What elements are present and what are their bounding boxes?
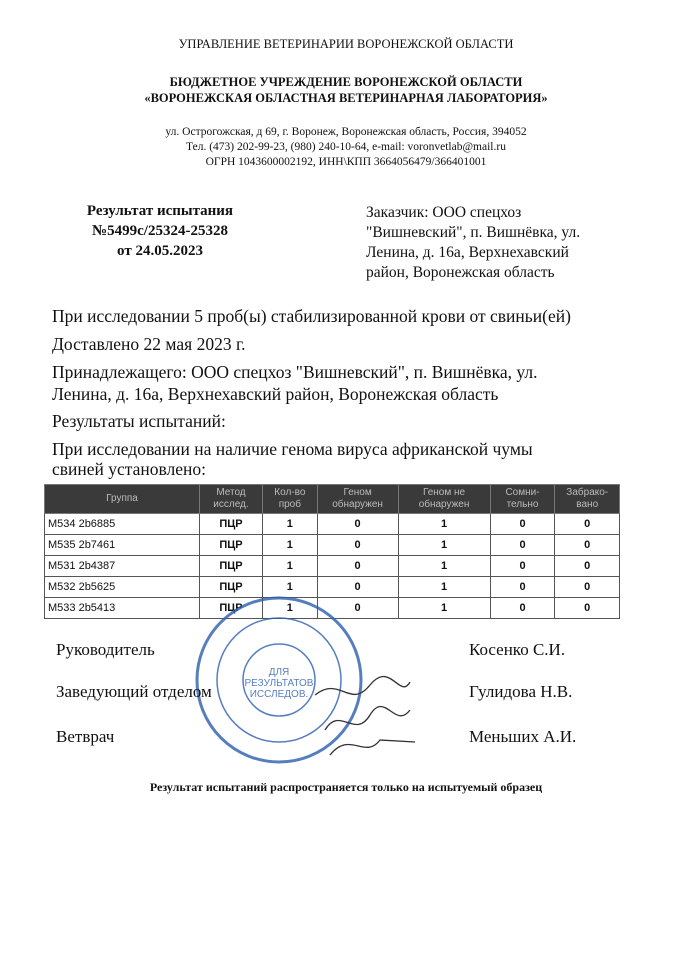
- body-line: Доставлено 22 мая 2023 г.: [52, 334, 246, 354]
- org-name-line1: БЮДЖЕТНОЕ УЧРЕЖДЕНИЕ ВОРОНЕЖСКОЙ ОБЛАСТИ: [169, 75, 523, 89]
- body-line: При исследовании на наличие генома вируса африканской чумы: [52, 439, 533, 459]
- column-header: Метод исслед.: [200, 485, 263, 514]
- table-cell: M534 2b6885: [45, 514, 200, 535]
- table-cell: ПЦР: [200, 556, 263, 577]
- table-cell: 1: [263, 577, 318, 598]
- table-cell: 0: [555, 598, 620, 619]
- result-date: от 24.05.2023: [117, 243, 203, 259]
- table-cell: 0: [555, 556, 620, 577]
- table-cell: 1: [398, 514, 490, 535]
- table-cell: 0: [317, 577, 398, 598]
- table-cell: ПЦР: [200, 514, 263, 535]
- table-cell: 1: [398, 556, 490, 577]
- body-line: Принадлежащего: ООО спецхоз "Вишневский", п. Вишнёвка, ул.: [52, 362, 538, 382]
- result-number: №5499с/25324-25328: [92, 223, 228, 239]
- customer-line: Заказчик: ООО спецхоз: [366, 204, 522, 221]
- body-line: Ленина, д. 16а, Верхнехавский район, Воронежская область: [52, 384, 499, 404]
- table-cell: 1: [398, 535, 490, 556]
- table-cell: ПЦР: [200, 577, 263, 598]
- handwritten-signatures: [310, 670, 420, 760]
- signature-role: Руководитель: [56, 640, 155, 659]
- column-header: Геном не обнаружен: [398, 485, 490, 514]
- table-cell: ПЦР: [200, 535, 263, 556]
- svg-text:ДЛЯ: ДЛЯ: [268, 667, 290, 678]
- table-cell: M533 2b5413: [45, 598, 200, 619]
- table-cell: 0: [490, 556, 555, 577]
- signature-role: Ветврач: [56, 727, 115, 746]
- table-cell: 0: [490, 535, 555, 556]
- table-cell: 1: [398, 598, 490, 619]
- authority-name: УПРАВЛЕНИЕ ВЕТЕРИНАРИИ ВОРОНЕЖСКОЙ ОБЛАСТИ: [178, 37, 514, 51]
- table-cell: ПЦР: [200, 598, 263, 619]
- table-cell: 0: [490, 598, 555, 619]
- table-cell: 1: [263, 556, 318, 577]
- column-header: Забрако-вано: [555, 485, 620, 514]
- body-line: свиней установлено:: [52, 459, 207, 479]
- column-header: Сомни-тельно: [490, 485, 555, 514]
- table-cell: 1: [263, 598, 318, 619]
- table-cell: 0: [317, 556, 398, 577]
- table-header-row: [45, 485, 620, 514]
- signature-name: Косенко С.И.: [469, 640, 566, 659]
- org-contacts: Тел. (473) 202-99-23, (980) 240-10-64, e-mail: voronvetlab@mail.ru: [186, 141, 506, 153]
- org-name-line2: «ВОРОНЕЖСКАЯ ОБЛАСТНАЯ ВЕТЕРИНАРНАЯ ЛАБОРАТОРИЯ»: [144, 91, 548, 105]
- customer-block: [366, 203, 666, 283]
- table-cell: 1: [263, 535, 318, 556]
- table-cell: 0: [317, 535, 398, 556]
- table-cell: M532 2b5625: [45, 577, 200, 598]
- table-cell: 1: [263, 514, 318, 535]
- footer-note: Результат испытаний распространяется только на испытуемый образец: [149, 780, 543, 794]
- table-row: [45, 556, 620, 577]
- table-cell: 0: [555, 514, 620, 535]
- customer-line: Ленина, д. 16а, Верхнехавский: [366, 244, 569, 261]
- table-cell: 0: [490, 514, 555, 535]
- table-row: [45, 514, 620, 535]
- svg-text:РЕЗУЛЬТАТОВ: РЕЗУЛЬТАТОВ: [244, 678, 314, 689]
- table-cell: 0: [490, 577, 555, 598]
- signature-name: Гулидова Н.В.: [469, 682, 573, 701]
- table-row: [45, 535, 620, 556]
- table-cell: 0: [555, 535, 620, 556]
- org-registration: ОГРН 1043600002192, ИНН\КПП 3664056479/366401001: [205, 156, 487, 168]
- table-cell: 0: [555, 577, 620, 598]
- table-cell: 0: [317, 598, 398, 619]
- table-cell: M531 2b4387: [45, 556, 200, 577]
- customer-line: "Вишневский", п. Вишнёвка, ул.: [366, 224, 581, 241]
- table-cell: 0: [317, 514, 398, 535]
- customer-line: район, Воронежская область: [366, 264, 555, 281]
- body-line: При исследовании 5 проб(ы) стабилизированной крови от свиньи(ей): [52, 306, 571, 326]
- signature-role: Заведующий отделом: [56, 682, 212, 701]
- result-title: Результат испытания: [86, 203, 234, 219]
- column-header: Кол-во проб: [263, 485, 318, 514]
- org-address: ул. Острогожская, д 69, г. Воронеж, Воронежская область, Россия, 394052: [165, 126, 527, 138]
- column-header: Геном обнаружен: [317, 485, 398, 514]
- table-cell: 1: [398, 577, 490, 598]
- svg-text:ИССЛЕДОВ.: ИССЛЕДОВ.: [249, 689, 309, 700]
- signature-name: Меньших А.И.: [469, 727, 577, 746]
- table-cell: M535 2b7461: [45, 535, 200, 556]
- column-header: Группа: [45, 485, 200, 514]
- body-line: Результаты испытаний:: [52, 411, 226, 431]
